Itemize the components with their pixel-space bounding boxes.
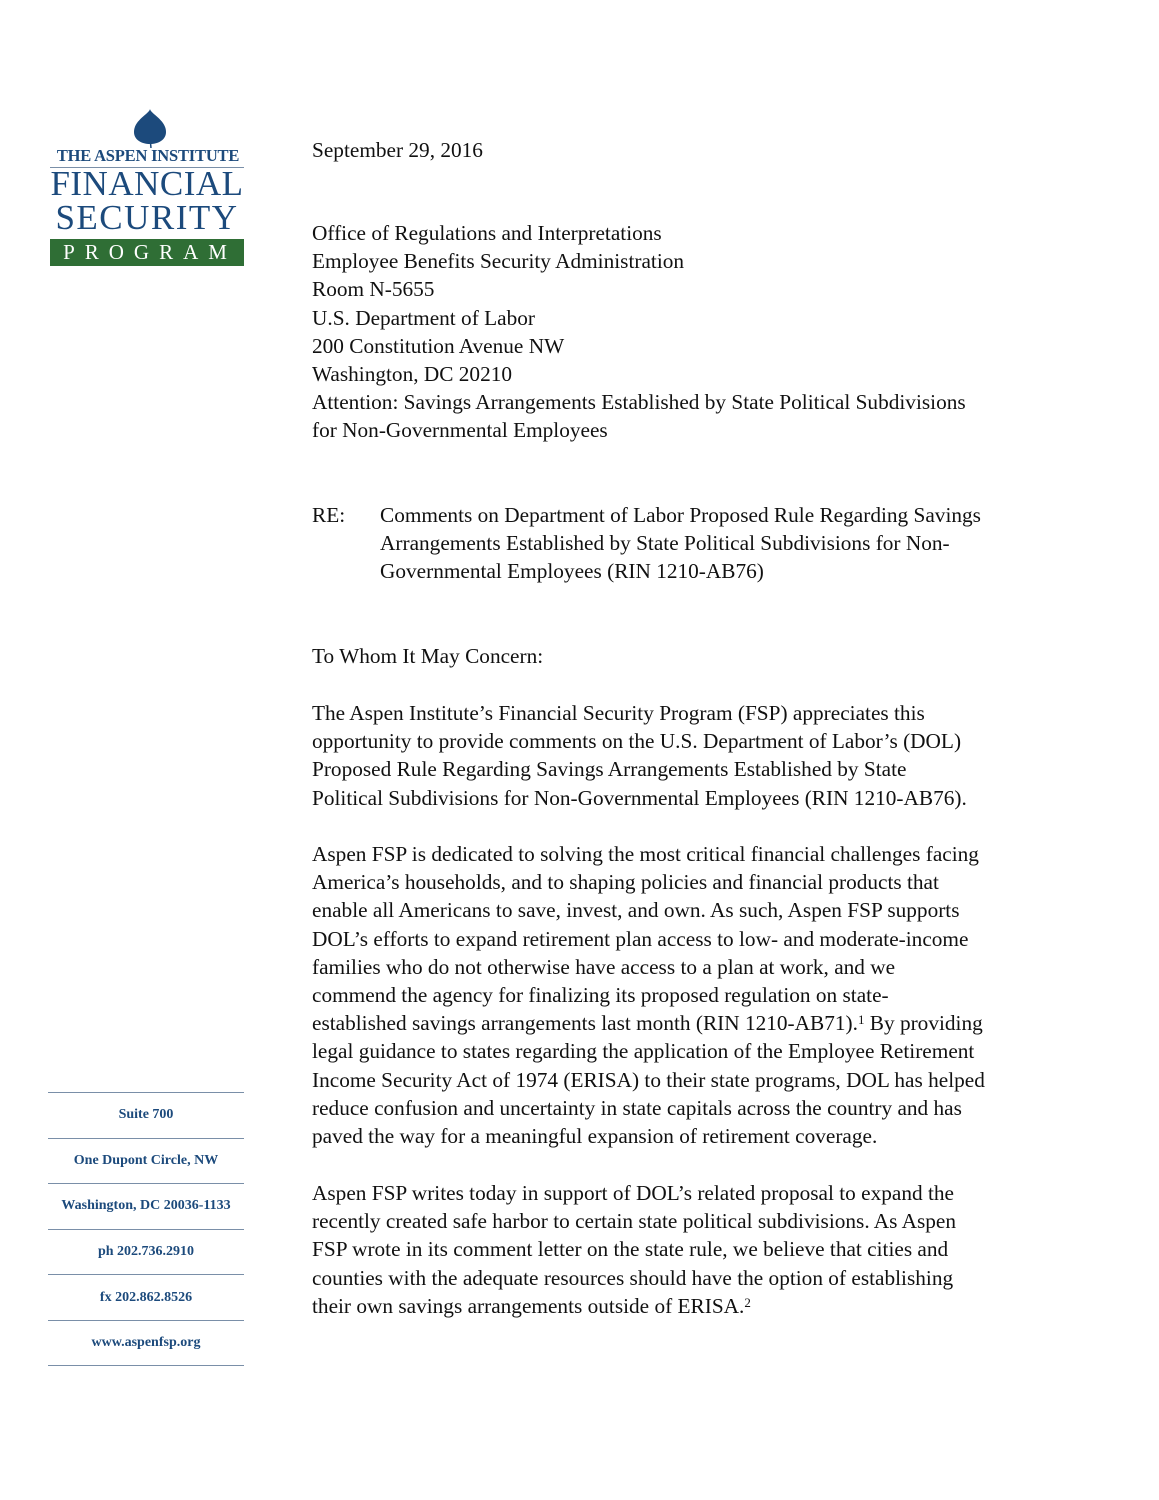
address-line: Washington, DC 20210 xyxy=(312,362,513,387)
text-line: America’s households, and to shaping policies and financial products that xyxy=(312,870,939,895)
logo-program: PROGRAM xyxy=(50,239,244,266)
text-span: established savings arrangements last month (RIN 1210-AB71). xyxy=(312,1011,858,1036)
text-line: Proposed Rule Regarding Savings Arrangements Established by State xyxy=(312,757,907,782)
contact-phone: ph 202.736.2910 xyxy=(48,1229,244,1275)
text-line xyxy=(312,1009,1102,1037)
address-line: U.S. Department of Labor xyxy=(312,305,535,330)
text-line: enable all Americans to save, invest, and own. As such, Aspen FSP supports xyxy=(312,898,960,923)
text-line: Aspen FSP writes today in support of DOL’s related proposal to expand the xyxy=(312,1181,954,1205)
address-line: 200 Constitution Avenue NW xyxy=(312,333,565,358)
contact-street: One Dupont Circle, NW xyxy=(48,1138,244,1184)
re-label: RE: xyxy=(312,503,346,527)
re-line: Governmental Employees (RIN 1210-AB76) xyxy=(380,559,764,584)
text-line: DOL’s efforts to expand retirement plan access to low- and moderate-income xyxy=(312,926,969,951)
re-line: Comments on Department of Labor Proposed Rule Regarding Savings xyxy=(380,503,981,527)
re-line: Arrangements Established by State Political Subdivisions for Non- xyxy=(380,531,950,556)
address-line: for Non-Governmental Employees xyxy=(312,418,608,443)
contact-website[interactable]: www.aspenfsp.org xyxy=(48,1320,244,1366)
text-line: Political Subdivisions for Non-Governmental Employees (RIN 1210-AB76). xyxy=(312,785,967,810)
text-span: their own savings arrangements outside of ERISA. xyxy=(312,1293,745,1318)
text-line xyxy=(312,1292,1102,1320)
text-line: reduce confusion and uncertainty in state capitals across the country and has xyxy=(312,1095,962,1120)
text-line: Income Security Act of 1974 (ERISA) to their state programs, DOL has helped xyxy=(312,1067,985,1092)
text-span: By providing xyxy=(864,1011,983,1036)
logo-security: SECURITY xyxy=(55,198,239,237)
paragraph-1 xyxy=(312,699,1102,812)
address-line: Attention: Savings Arrangements Established by State Political Subdivisions xyxy=(312,390,966,415)
text-line: recently created safe harbor to certain state political subdivisions. As Aspen xyxy=(312,1209,957,1234)
address-line: Room N-5655 xyxy=(312,277,435,302)
contact-fax: fx 202.862.8526 xyxy=(48,1274,244,1320)
contact-city: Washington, DC 20036-1133 xyxy=(48,1183,244,1229)
paragraph-2 xyxy=(312,840,1102,1150)
text-line: counties with the adequate resources should have the option of establishing xyxy=(312,1265,954,1290)
recipient-address xyxy=(312,219,966,445)
footnote-ref-2[interactable]: 2 xyxy=(744,1294,751,1310)
text-line: commend the agency for finalizing its proposed regulation on state- xyxy=(312,983,889,1008)
text-line: paved the way for a meaningful expansion of retirement coverage. xyxy=(312,1124,878,1149)
letter-date: September 29, 2016 xyxy=(312,138,483,162)
contact-suite: Suite 700 xyxy=(48,1092,244,1138)
address-line: Employee Benefits Security Administration xyxy=(312,249,685,274)
re-text xyxy=(380,501,1100,586)
text-line: The Aspen Institute’s Financial Security Program (FSP) appreciates this xyxy=(312,701,925,725)
salutation: To Whom It May Concern: xyxy=(312,644,544,668)
aspen-leaf-icon xyxy=(132,108,168,148)
footnote-ref-1[interactable]: 1 xyxy=(857,1012,865,1028)
logo-aspen-institute: THE ASPEN INSTITUTE xyxy=(56,146,240,165)
logo-financial: FINANCIAL xyxy=(50,164,244,203)
text-line: opportunity to provide comments on the U.S. Department of Labor’s (DOL) xyxy=(312,729,962,754)
paragraph-3 xyxy=(312,1179,1102,1320)
text-line: Aspen FSP is dedicated to solving the most critical financial challenges facing xyxy=(312,842,979,866)
address-line: Office of Regulations and Interpretations xyxy=(312,221,662,245)
text-line: FSP wrote in its comment letter on the state rule, we believe that cities and xyxy=(312,1237,949,1262)
text-line: legal guidance to states regarding the application of the Employee Retirement xyxy=(312,1039,975,1064)
contact-sidebar xyxy=(48,1092,244,1366)
text-line: families who do not otherwise have access to a plan at work, and we xyxy=(312,954,896,979)
